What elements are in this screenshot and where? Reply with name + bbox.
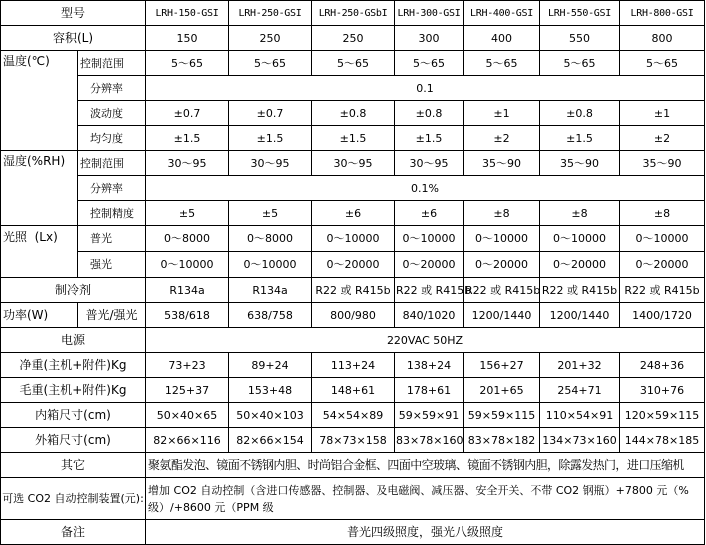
volume-cell: 250 [312,26,395,51]
label-volume: 容积(L) [1,26,146,51]
inner-size-cell: 59×59×115 [464,403,540,428]
label-resolution-h: 分辨率 [78,176,146,201]
gross-weight-cell: 201+65 [464,378,540,403]
power-cell: 1400/1720 [620,303,705,328]
hum-accuracy-cell: ±8 [620,201,705,226]
light-normal-cell: 0～10000 [540,226,620,252]
label-light: 光照 (Lx) [1,226,78,278]
row-co2 [1,478,705,520]
row-light-strong [1,252,705,278]
row-power [1,303,705,328]
temp-uniformity-cell: ±1.5 [229,126,312,151]
inner-size-cell: 59×59×91 [395,403,464,428]
row-temp-resolution [1,76,705,101]
row-temp-uniformity [1,126,705,151]
label-co2: 可选 CO2 自动控制装置(元): [1,478,146,520]
volume-cell: 800 [620,26,705,51]
inner-size-cell: 50×40×103 [229,403,312,428]
row-inner-size [1,403,705,428]
model-cell: LRH-150-GSI [146,1,229,26]
light-strong-cell: 0～20000 [464,252,540,278]
model-cell: LRH-550-GSI [540,1,620,26]
inner-size-cell: 110×54×91 [540,403,620,428]
hum-accuracy-cell: ±6 [312,201,395,226]
light-normal-cell: 0～10000 [464,226,540,252]
gross-weight-cell: 310+76 [620,378,705,403]
model-cell: LRH-250-GSI [229,1,312,26]
row-outer-size [1,428,705,453]
row-light-normal [1,226,705,252]
net-weight-cell: 201+32 [540,353,620,378]
power-supply-cell: 220VAC 50HZ [146,328,705,353]
temp-fluctuation-cell: ±0.7 [146,101,229,126]
inner-size-cell: 50×40×65 [146,403,229,428]
row-volume [1,26,705,51]
light-strong-cell: 0～20000 [395,252,464,278]
label-inner-size: 内箱尺寸(cm) [1,403,146,428]
label-control-range-h: 控制范围 [78,151,146,176]
hum-range-cell: 35～90 [540,151,620,176]
row-hum-resolution [1,176,705,201]
label-control-range: 控制范围 [78,51,146,76]
other-cell: 聚氨酯发泡、镜面不锈钢内胆、时尚铝合金框、四面中空玻璃、镜面不锈钢内胆，除露发热门，进口压缩机 [146,453,705,478]
volume-cell: 300 [395,26,464,51]
net-weight-cell: 138+24 [395,353,464,378]
net-weight-cell: 89+24 [229,353,312,378]
refrigerant-cell: R134a [229,278,312,303]
hum-accuracy-cell: ±5 [146,201,229,226]
label-remarks: 备注 [1,520,146,545]
temp-fluctuation-cell: ±0.8 [312,101,395,126]
co2-cell: 增加 CO2 自动控制（含进口传感器、控制器、及电磁阀、减压器、安全开关、不带 CO2 钢瓶）+7800 元（%级）/+8600 元（PPM 级 [146,478,705,520]
label-fluctuation: 波动度 [78,101,146,126]
temp-range-cell: 5～65 [620,51,705,76]
label-resolution: 分辨率 [78,76,146,101]
temp-range-cell: 5～65 [312,51,395,76]
label-power: 功率(W) [1,303,78,328]
model-cell: LRH-800-GSI [620,1,705,26]
outer-size-cell: 144×78×185 [620,428,705,453]
row-hum-accuracy [1,201,705,226]
temp-fluctuation-cell: ±1 [620,101,705,126]
power-cell: 1200/1440 [464,303,540,328]
gross-weight-cell: 254+71 [540,378,620,403]
net-weight-cell: 248+36 [620,353,705,378]
refrigerant-cell: R134a [146,278,229,303]
label-refrigerant: 制冷剂 [1,278,146,303]
inner-size-cell: 54×54×89 [312,403,395,428]
hum-accuracy-cell: ±8 [540,201,620,226]
row-remarks [1,520,705,545]
label-strong-light: 强光 [78,252,146,278]
label-accuracy-h: 控制精度 [78,201,146,226]
hum-range-cell: 35～90 [620,151,705,176]
hum-range-cell: 30～95 [229,151,312,176]
temp-uniformity-cell: ±1.5 [312,126,395,151]
row-temp-range [1,51,705,76]
label-normal-light: 普光 [78,226,146,252]
temp-resolution-cell: 0.1 [146,76,705,101]
outer-size-cell: 83×78×182 [464,428,540,453]
gross-weight-cell: 178+61 [395,378,464,403]
hum-accuracy-cell: ±5 [229,201,312,226]
refrigerant-cell: R22 或 R415b [620,278,705,303]
inner-size-cell: 120×59×115 [620,403,705,428]
gross-weight-cell: 148+61 [312,378,395,403]
temp-uniformity-cell: ±1.5 [146,126,229,151]
outer-size-cell: 78×73×158 [312,428,395,453]
light-strong-cell: 0～10000 [146,252,229,278]
row-refrigerant [1,278,705,303]
power-cell: 800/980 [312,303,395,328]
label-net-weight: 净重(主机+附件)Kg [1,353,146,378]
light-normal-cell: 0～8000 [146,226,229,252]
row-temp-fluctuation [1,101,705,126]
light-normal-cell: 0～10000 [620,226,705,252]
label-power-sub: 普光/强光 [78,303,146,328]
row-other [1,453,705,478]
outer-size-cell: 134×73×160 [540,428,620,453]
temp-uniformity-cell: ±2 [464,126,540,151]
label-temperature: 温度(℃) [1,51,78,151]
temp-fluctuation-cell: ±1 [464,101,540,126]
temp-range-cell: 5～65 [540,51,620,76]
refrigerant-cell: R22 或 R415b [312,278,395,303]
label-uniformity: 均匀度 [78,126,146,151]
model-cell: LRH-300-GSI [395,1,464,26]
light-strong-cell: 0～20000 [620,252,705,278]
power-cell: 638/758 [229,303,312,328]
label-other: 其它 [1,453,146,478]
light-normal-cell: 0～10000 [395,226,464,252]
model-cell: LRH-250-GSbI [312,1,395,26]
light-normal-cell: 0～8000 [229,226,312,252]
power-cell: 840/1020 [395,303,464,328]
hum-resolution-cell: 0.1% [146,176,705,201]
temp-fluctuation-cell: ±0.7 [229,101,312,126]
model-cell: LRH-400-GSI [464,1,540,26]
label-model: 型号 [1,1,146,26]
power-cell: 538/618 [146,303,229,328]
label-power-supply: 电源 [1,328,146,353]
refrigerant-cell: R22 或 R415b [464,278,540,303]
temp-uniformity-cell: ±2 [620,126,705,151]
outer-size-cell: 83×78×160 [395,428,464,453]
gross-weight-cell: 153+48 [229,378,312,403]
temp-range-cell: 5～65 [229,51,312,76]
volume-cell: 550 [540,26,620,51]
temp-range-cell: 5～65 [146,51,229,76]
row-gross-weight [1,378,705,403]
row-net-weight [1,353,705,378]
net-weight-cell: 156+27 [464,353,540,378]
volume-cell: 150 [146,26,229,51]
hum-range-cell: 30～95 [395,151,464,176]
outer-size-cell: 82×66×154 [229,428,312,453]
hum-range-cell: 35～90 [464,151,540,176]
gross-weight-cell: 125+37 [146,378,229,403]
remarks-cell: 普光四级照度，强光八级照度 [146,520,705,545]
light-strong-cell: 0～10000 [229,252,312,278]
temp-uniformity-cell: ±1.5 [540,126,620,151]
label-humidity: 湿度(%RH) [1,151,78,226]
temp-fluctuation-cell: ±0.8 [540,101,620,126]
hum-range-cell: 30～95 [312,151,395,176]
net-weight-cell: 113+24 [312,353,395,378]
refrigerant-cell: R22 或 R415b [540,278,620,303]
row-power-supply [1,328,705,353]
outer-size-cell: 82×66×116 [146,428,229,453]
volume-cell: 400 [464,26,540,51]
hum-range-cell: 30～95 [146,151,229,176]
row-hum-range [1,151,705,176]
temp-range-cell: 5～65 [395,51,464,76]
row-model [1,1,705,26]
light-normal-cell: 0～10000 [312,226,395,252]
label-gross-weight: 毛重(主机+附件)Kg [1,378,146,403]
temp-uniformity-cell: ±1.5 [395,126,464,151]
net-weight-cell: 73+23 [146,353,229,378]
temp-range-cell: 5～65 [464,51,540,76]
volume-cell: 250 [229,26,312,51]
power-cell: 1200/1440 [540,303,620,328]
refrigerant-cell: R22 或 R415b [395,278,464,303]
hum-accuracy-cell: ±6 [395,201,464,226]
hum-accuracy-cell: ±8 [464,201,540,226]
light-strong-cell: 0～20000 [540,252,620,278]
temp-fluctuation-cell: ±0.8 [395,101,464,126]
label-outer-size: 外箱尺寸(cm) [1,428,146,453]
light-strong-cell: 0～20000 [312,252,395,278]
